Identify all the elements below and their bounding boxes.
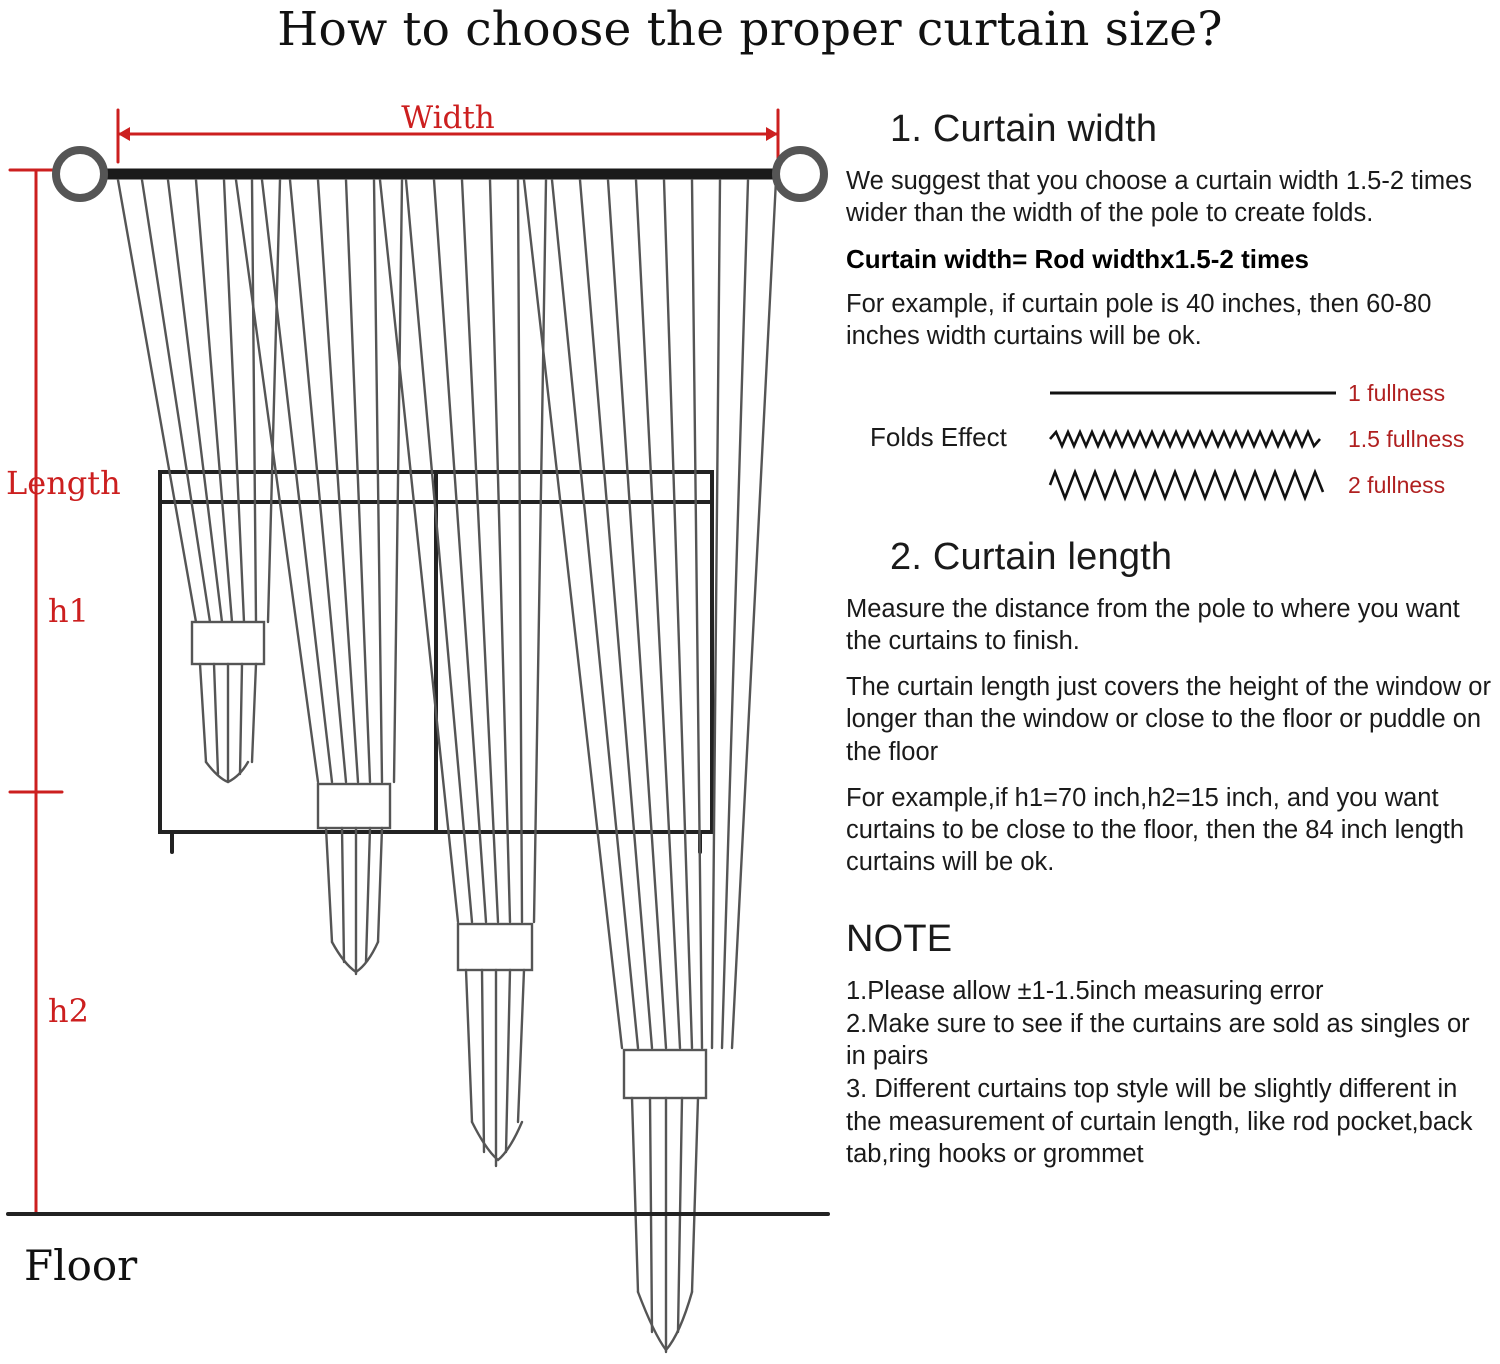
curtain-diagram [0,62,838,1364]
width-paragraph-1: We suggest that you choose a curtain width 1.5-2 times wider than the width of the pole to create folds. [846,167,1473,228]
note-item: 2.Make sure to see if the curtains are sold as singles or in pairs [846,1009,1470,1071]
curtain-panel-2 [236,180,402,974]
heading-curtain-width: 1. Curtain width [890,108,1158,150]
curtain-panel-4 [524,180,776,1352]
heading-curtain-length: 2. Curtain length [890,536,1173,578]
folds-effect-diagram [846,370,1496,510]
fold-line-small-wave [1048,422,1338,456]
length-paragraph-3: For example,if h1=70 inch,h2=15 inch, and you want curtains to be close to the floor, then the 84 inch length curtains will be ok. [846,783,1465,876]
curtain-panel-1 [118,180,280,782]
width-label: Width [401,100,495,136]
fold-row-3 [1048,462,1498,508]
note-item: 3. Different curtains top style will be slightly different in the measurement of curtain length, like rod pocket,back tab,ring hooks or grommet [846,1074,1473,1169]
width-paragraph-2: For example, if curtain pole is 40 inches, then 60-80 inches width curtains will be ok. [846,289,1432,350]
width-formula: Curtain width= Rod widthx1.5-2 times [846,244,1309,275]
fold-caption-3: 2 fullness [1348,471,1446,498]
text-column [846,108,1496,1171]
fold-line-straight [1048,376,1338,410]
floor-label: Floor [24,1241,138,1290]
h2-label: h2 [48,992,89,1030]
h1-label: h1 [48,592,89,630]
curtain-panel-3 [380,180,546,1166]
note-list [846,975,1496,1171]
length-dimension [10,170,62,1214]
note-item: 1.Please allow ±1-1.5inch measuring error [846,977,1324,1005]
length-paragraph-1: Measure the distance from the pole to where you want the curtains to finish. [846,595,1460,656]
folds-effect-label: Folds Effect [870,422,1007,452]
curtain-rod [56,150,824,198]
fold-row-1 [1048,370,1498,416]
length-paragraph-2: The curtain length just covers the height of the window or longer than the window or close to the floor or puddle on the floor [846,673,1491,766]
fold-line-large-wave [1048,468,1338,502]
fold-row-2 [1048,416,1498,462]
length-label: Length [6,464,121,502]
fold-caption-2: 1.5 fullness [1348,425,1465,452]
page-title: How to choose the proper curtain size? [277,2,1223,57]
heading-note: NOTE [846,918,953,960]
fold-caption-1: 1 fullness [1348,379,1446,406]
